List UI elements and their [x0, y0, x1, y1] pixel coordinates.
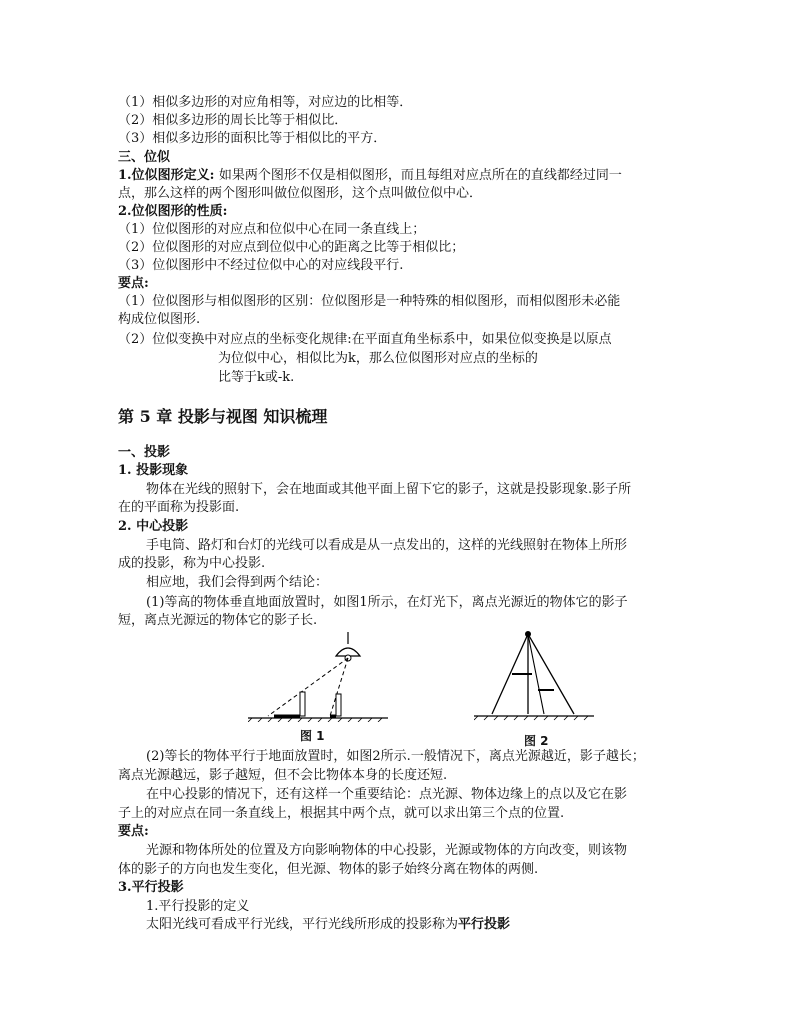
text-line-main: 子上的对应点在同一条直线上，根据其中两个点，就可以求出第三个点的位置. — [118, 806, 565, 821]
text-line — [118, 130, 386, 148]
text-line-main: 构成位似图形. — [118, 312, 201, 327]
text-line — [118, 239, 464, 257]
text-line-main: 物体在光线的照射下，会在地面或其他平面上留下它的影子，这就是投影现象.影子所 — [146, 482, 632, 497]
text-line — [146, 481, 631, 499]
text-line — [118, 861, 538, 879]
text-line-main: 1.平行投影的定义 — [146, 899, 250, 914]
text-line-main: 手电筒、路灯和台灯的光线可以看成是从一点发出的，这样的光线照射在物体上所形 — [146, 538, 628, 553]
text-line — [118, 499, 239, 517]
text-line-main: （2）相似多边形的周长比等于相似比． — [118, 113, 348, 128]
text-line — [118, 112, 347, 130]
text-line-main: （1）相似多边形的对应角相等，对应边的比相等． — [118, 95, 413, 110]
text-line-main: (1)等高的物体垂直地面放置时，如图1所示，在灯光下，离点光源近的物体它的影子 — [146, 595, 628, 610]
text-line-main: 体的影子的方向也发生变化，但光源、物体的影子始终分离在物体的两侧. — [118, 862, 539, 877]
text-line-main: 太阳光线可看成平行光线，平行光线所形成的投影称为 — [146, 917, 459, 932]
figure-1-lamp-shadows — [248, 632, 388, 722]
figure-2-tripod-shadows — [474, 630, 594, 724]
text-line-main: 点，那么这样的两个图形叫做位似图形，这个点叫做位似中心． — [118, 186, 483, 201]
text-line-main: 三、位似 — [118, 150, 171, 165]
text-line-main: 2. 中心投影 — [118, 519, 189, 534]
section-heading — [118, 444, 170, 462]
text-line — [118, 94, 412, 112]
text-line-main: 光源和物体所处的位置及方向影响物体的中心投影，光源或物体的方向改变，则该物 — [146, 843, 628, 858]
text-line — [118, 257, 403, 275]
figure-1-caption: 图 1 — [300, 729, 325, 743]
text-line-main: 3.平行投影 — [118, 880, 184, 895]
text-line — [218, 350, 538, 368]
section-heading — [118, 275, 149, 293]
text-line — [146, 537, 627, 555]
text-line-main: （3）位似图形中不经过位似中心的对应线段平行. — [118, 258, 404, 273]
text-line-main: 为位似中心，相似比为k，那么位似图形对应点的坐标的 — [218, 351, 538, 366]
text-line — [118, 612, 317, 630]
text-line — [146, 574, 328, 592]
text-line-main: 要点: — [118, 824, 149, 839]
text-line — [146, 842, 627, 860]
text-line-main: 在的平面称为投影面. — [118, 500, 240, 515]
text-line-main: 相应地，我们会得到两个结论： — [146, 575, 329, 590]
section-heading — [118, 203, 227, 221]
text-line-main: 一、投影 — [118, 445, 171, 460]
text-line — [118, 331, 612, 349]
text-line-main: (2)等长的物体平行于地面放置时，如图2所示.一般情况下，离点光源越近，影子越长； — [146, 749, 645, 764]
text-line — [118, 767, 447, 785]
section-heading — [118, 879, 184, 897]
text-line-main: （2）位似图形的对应点到位似中心的距离之比等于相似比； — [118, 240, 465, 255]
section-heading — [118, 167, 622, 185]
text-line-main: 1. 投影现象 — [118, 463, 189, 478]
text-line — [118, 805, 564, 823]
text-line-main: 成的投影，称为中心投影. — [118, 556, 266, 571]
text-line — [118, 221, 425, 239]
text-line-main: 短，离点光源远的物体它的影子长. — [118, 613, 318, 628]
text-line-main: （2）位似变换中对应点的坐标变化规律:在平面直角坐标系中，如果位似变换是以原点 — [118, 332, 612, 347]
text-line-main: 要点: — [118, 276, 149, 291]
text-line — [118, 311, 200, 329]
chapter-heading — [118, 408, 327, 426]
text-line — [118, 185, 482, 203]
section-heading — [118, 149, 170, 167]
text-line — [118, 555, 265, 573]
text-line — [146, 916, 510, 934]
text-line-main: （3）相似多边形的面积比等于相似比的平方． — [118, 131, 387, 146]
text-line — [146, 748, 645, 766]
text-line-main: 第 5 章 投影与视图 知识梳理 — [118, 407, 328, 426]
text-line-main: （1）位似图形的对应点和位似中心在同一条直线上； — [118, 222, 426, 237]
section-heading — [118, 518, 188, 536]
text-line-main: （1）位似图形与相似图形的区别：位似图形是一种特殊的相似图形，而相似图形未必能 — [118, 294, 621, 309]
text-line-suffix: 如果两个图形不仅是相似图形，而且每组对应点所在的直线都经过同一 — [218, 168, 622, 183]
section-heading — [118, 462, 188, 480]
text-line — [146, 594, 628, 612]
text-line — [146, 786, 627, 804]
text-line-bold-term: 平行投影 — [458, 917, 511, 932]
text-line-main: 2.位似图形的性质: — [118, 204, 228, 219]
text-line — [118, 293, 620, 311]
figure-2-caption: 图 2 — [524, 734, 549, 748]
text-line — [218, 369, 294, 387]
text-line-main: 离点光源越远，影子越短，但不会比物体本身的长度还短. — [118, 768, 448, 783]
text-line-main: 在中心投影的情况下，还有这样一个重要结论：点光源、物体边缘上的点以及它在影 — [146, 787, 628, 802]
section-heading — [118, 823, 149, 841]
text-line-main: 比等于k或-k. — [218, 370, 295, 385]
text-line — [146, 898, 249, 916]
text-line-main: 1.位似图形定义: — [118, 168, 219, 183]
